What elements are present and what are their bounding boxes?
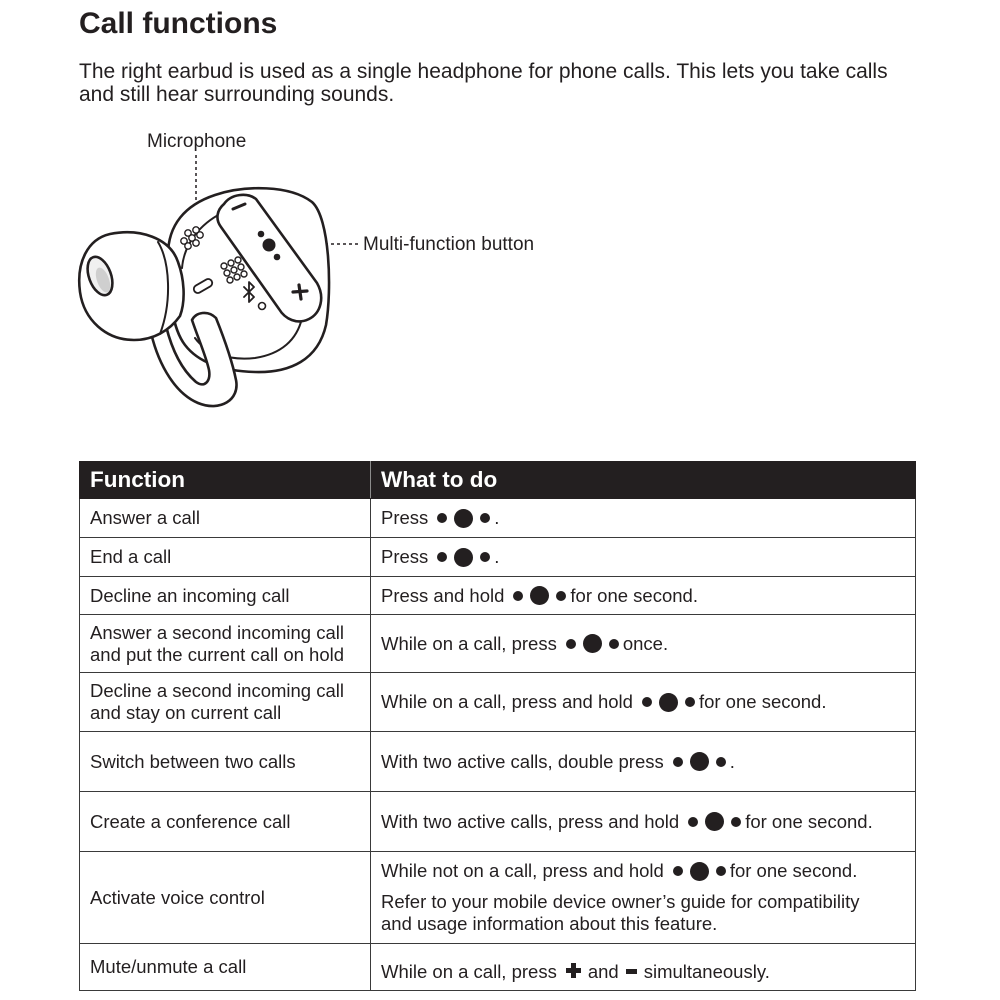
small-dot — [673, 757, 683, 767]
action-text: simultaneously. — [643, 960, 770, 982]
multi-function-button-label: Multi-function button — [363, 234, 535, 255]
small-dot — [685, 697, 695, 707]
small-dot — [437, 552, 447, 562]
function-cell — [80, 792, 371, 852]
multi-function-button-icon — [673, 862, 726, 881]
small-dot — [513, 591, 523, 601]
small-dot — [673, 866, 683, 876]
multi-function-button-icon — [437, 509, 490, 528]
mic-hole — [185, 243, 191, 249]
table-row — [80, 673, 916, 732]
action-line — [381, 860, 905, 882]
function-cell — [80, 732, 371, 792]
button-dot — [263, 239, 276, 252]
action-text: Press — [381, 507, 429, 528]
action-text: for one second. — [729, 860, 858, 881]
small-dot — [716, 757, 726, 767]
function-text: and stay on current call — [90, 702, 282, 723]
note-text: Refer to your mobile device owner’s guide for compatibility — [381, 891, 860, 912]
intro-paragraph — [79, 60, 888, 106]
multi-function-button-icon — [566, 634, 619, 653]
action-text: Press — [381, 546, 429, 567]
note-text: and usage information about this feature. — [381, 913, 718, 934]
function-text: Answer a call — [90, 507, 201, 528]
small-dot — [556, 591, 566, 601]
action-text: for one second. — [698, 691, 827, 712]
action-text: for one second. — [570, 584, 698, 606]
small-dot — [609, 639, 619, 649]
table-row — [80, 944, 916, 991]
table-row — [80, 852, 916, 944]
action-text: . — [729, 750, 735, 772]
plus-bar — [299, 285, 301, 299]
action-cell — [371, 615, 916, 673]
speaker-hole — [235, 257, 241, 263]
table-row — [80, 732, 916, 792]
header-function: Function — [80, 462, 371, 499]
function-text: Decline an incoming call — [90, 584, 290, 606]
action-note — [381, 891, 905, 935]
intro-line: The right earbud is used as a single headphone for phone calls. This lets you take calls — [79, 60, 888, 83]
table-row — [80, 615, 916, 673]
multi-function-button-icon — [437, 548, 490, 567]
multi-function-button-icon — [688, 812, 741, 831]
multi-function-button-icon — [642, 693, 695, 712]
action-text: and — [587, 960, 619, 982]
action-cell — [371, 732, 916, 792]
small-dot — [688, 817, 698, 827]
speaker-hole — [221, 263, 227, 269]
small-dot — [642, 697, 652, 707]
function-cell — [80, 499, 371, 538]
earbud-drawing — [79, 188, 329, 406]
function-cell — [80, 577, 371, 615]
speaker-hole — [238, 264, 244, 270]
large-dot — [690, 752, 709, 771]
action-text: . — [494, 507, 500, 528]
mic-hole — [197, 232, 203, 238]
large-dot — [690, 862, 709, 881]
action-cell — [371, 792, 916, 852]
action-cell — [371, 673, 916, 732]
plus-icon — [566, 963, 581, 978]
action-text: While not on a call, press and hold — [381, 860, 664, 881]
function-cell — [80, 673, 371, 732]
earbud-illustration — [0, 120, 600, 420]
function-text: Create a conference call — [90, 810, 291, 832]
intro-line: and still hear surrounding sounds. — [79, 83, 395, 106]
large-dot — [530, 586, 549, 605]
action-text: . — [494, 546, 500, 567]
action-text: Press and hold — [381, 584, 505, 606]
function-cell — [80, 852, 371, 944]
speaker-hole — [224, 270, 230, 276]
small-dot — [480, 552, 490, 562]
function-cell — [80, 615, 371, 673]
function-text: Switch between two calls — [90, 750, 296, 772]
table-header-row — [80, 462, 916, 499]
action-text: once. — [622, 632, 669, 654]
action-cell — [371, 577, 916, 615]
small-dot — [566, 639, 576, 649]
function-cell — [80, 944, 371, 991]
table-row — [80, 792, 916, 852]
header-what-to-do: What to do — [371, 462, 916, 499]
small-dot — [480, 513, 490, 523]
function-text: End a call — [90, 546, 172, 567]
large-dot — [705, 812, 724, 831]
table-row — [80, 499, 916, 538]
action-text: With two active calls, double press — [381, 750, 664, 772]
function-text: Mute/unmute a call — [90, 956, 247, 977]
mic-hole — [193, 240, 199, 246]
small-dot — [437, 513, 447, 523]
function-text: and put the current call on hold — [90, 643, 345, 665]
action-text: While on a call, press — [381, 960, 557, 982]
table-row — [80, 538, 916, 577]
action-text: While on a call, press — [381, 632, 557, 654]
action-cell — [371, 538, 916, 577]
speaker-hole — [241, 271, 247, 277]
large-dot — [659, 693, 678, 712]
multi-function-button-icon — [673, 752, 726, 771]
page-title: Call functions — [79, 7, 278, 40]
small-dot — [716, 866, 726, 876]
action-cell — [371, 944, 916, 991]
call-functions-table — [79, 461, 916, 991]
multi-function-button-icon — [513, 586, 566, 605]
large-dot — [454, 509, 473, 528]
action-cell — [371, 852, 916, 944]
function-text: Decline a second incoming call — [90, 680, 344, 701]
action-cell — [371, 499, 916, 538]
speaker-hole — [227, 277, 233, 283]
minus-icon — [626, 969, 637, 974]
small-dot — [731, 817, 741, 827]
function-text: Activate voice control — [90, 886, 265, 908]
speaker-hole — [234, 274, 240, 280]
speaker-hole — [228, 260, 234, 266]
button-dot — [274, 254, 281, 261]
large-dot — [454, 548, 473, 567]
action-text: While on a call, press and hold — [381, 691, 633, 712]
function-cell — [80, 538, 371, 577]
table-row — [80, 577, 916, 615]
speaker-hole — [231, 267, 237, 273]
microphone-label: Microphone — [147, 131, 247, 152]
action-text: With two active calls, press and hold — [381, 810, 680, 832]
button-dot — [258, 231, 265, 238]
status-light-icon — [259, 303, 266, 310]
large-dot — [583, 634, 602, 653]
function-text: Answer a second incoming call — [90, 621, 344, 643]
action-text: for one second. — [745, 810, 873, 832]
